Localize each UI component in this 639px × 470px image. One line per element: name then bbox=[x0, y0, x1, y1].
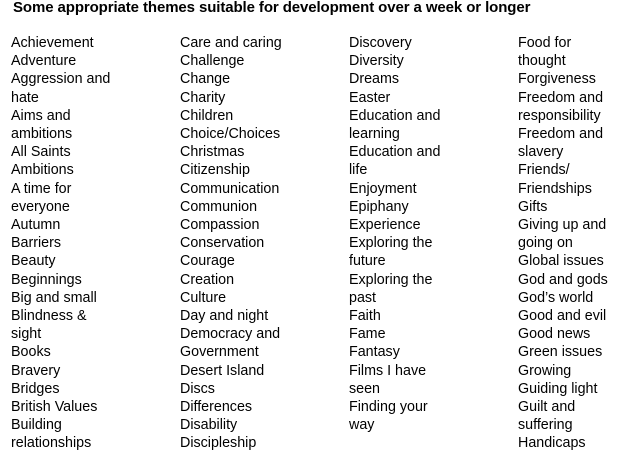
theme-item: Education and learning bbox=[349, 107, 441, 143]
theme-item: Desert Island Discs bbox=[180, 362, 265, 397]
theme-item: Aggression and hate bbox=[11, 71, 111, 106]
theme-item: Big and small bbox=[11, 289, 97, 306]
page-heading: Some appropriate themes suitable for development over a week or longer bbox=[13, 0, 531, 16]
theme-item: Culture bbox=[180, 289, 227, 306]
theme-item: Finding your way bbox=[349, 399, 428, 434]
theme-item: Gifts bbox=[518, 198, 548, 215]
theme-item: Freedom and responsibility bbox=[518, 89, 604, 124]
theme-item: Giving up and going on bbox=[518, 217, 607, 252]
theme-item: Children bbox=[180, 107, 234, 124]
themes-column-1 bbox=[11, 34, 171, 453]
theme-item: Care and caring bbox=[180, 35, 282, 51]
theme-item: Bridges bbox=[11, 380, 60, 397]
theme-item: Guiding light bbox=[518, 380, 598, 397]
theme-item: Education and life bbox=[349, 144, 441, 179]
theme-item: Freedom and slavery bbox=[518, 126, 604, 161]
theme-item: Good and evil bbox=[518, 308, 607, 325]
themes-list bbox=[0, 34, 639, 470]
theme-item: Growing bbox=[518, 362, 572, 379]
theme-item: Discovery bbox=[349, 35, 412, 51]
theme-item: Creation bbox=[180, 271, 235, 288]
theme-item: Disability bbox=[180, 417, 238, 434]
theme-item: Change bbox=[180, 71, 231, 88]
theme-item: Fantasy bbox=[349, 344, 400, 361]
themes-column-3 bbox=[349, 34, 509, 434]
theme-item: Charity bbox=[180, 89, 226, 106]
theme-item: Fame bbox=[349, 326, 386, 343]
theme-item: Aims and ambitions bbox=[11, 107, 73, 143]
theme-item: Challenge bbox=[180, 53, 245, 70]
theme-item: Diversity bbox=[349, 53, 404, 70]
theme-item: Food for thought bbox=[518, 35, 572, 70]
theme-item: Blindness & sight bbox=[11, 308, 87, 343]
theme-item: God and gods bbox=[518, 271, 608, 288]
theme-item: Faith bbox=[349, 308, 381, 325]
theme-item: Communion bbox=[180, 198, 258, 215]
theme-item: A time for everyone bbox=[11, 180, 72, 215]
theme-item: Autumn bbox=[11, 217, 61, 234]
theme-item: Communication bbox=[180, 180, 280, 197]
theme-item: Citizenship bbox=[180, 162, 250, 179]
theme-item: Forgiveness bbox=[518, 71, 596, 88]
theme-item: Building relationships bbox=[11, 417, 92, 452]
theme-item: Bravery bbox=[11, 362, 61, 379]
theme-item: British Values bbox=[11, 399, 98, 416]
theme-item: Discipleship bbox=[180, 435, 257, 452]
theme-item: Exploring the past bbox=[349, 271, 433, 306]
theme-item: Guilt and suffering bbox=[518, 399, 576, 434]
theme-item: God’s world bbox=[518, 289, 594, 306]
theme-item: Epiphany bbox=[349, 198, 409, 215]
theme-item: Good news bbox=[518, 326, 591, 343]
theme-item: Experience bbox=[349, 217, 421, 234]
theme-item: Films I have seen bbox=[349, 362, 427, 397]
theme-item: Enjoyment bbox=[349, 180, 417, 197]
theme-item: Conservation bbox=[180, 235, 265, 252]
theme-item: Choice/Choices bbox=[180, 126, 281, 143]
theme-item: Compassion bbox=[180, 217, 260, 234]
theme-item: Differences bbox=[180, 399, 253, 416]
themes-column-2 bbox=[180, 34, 340, 453]
theme-item: Courage bbox=[180, 253, 235, 270]
theme-item: Adventure bbox=[11, 53, 77, 70]
theme-item: Beginnings bbox=[11, 271, 82, 288]
theme-item: Beauty bbox=[11, 253, 56, 270]
theme-item: Books bbox=[11, 344, 51, 361]
theme-item: All Saints bbox=[11, 144, 71, 161]
themes-column-4 bbox=[518, 34, 639, 453]
theme-item: Handicaps bbox=[518, 435, 586, 452]
theme-item: Friends/ Friendships bbox=[518, 162, 592, 197]
theme-item: Global issues bbox=[518, 253, 604, 270]
theme-item: Ambitions bbox=[11, 162, 74, 179]
theme-item: Christmas bbox=[180, 144, 245, 161]
theme-item: Day and night bbox=[180, 308, 269, 325]
theme-item: Green issues bbox=[518, 344, 603, 361]
theme-item: Dreams bbox=[349, 71, 400, 88]
theme-item: Exploring the future bbox=[349, 235, 433, 270]
theme-item: Achievement bbox=[11, 35, 94, 51]
theme-item: Democracy and Government bbox=[180, 326, 281, 361]
theme-item: Easter bbox=[349, 89, 391, 106]
theme-item: Barriers bbox=[11, 235, 62, 252]
